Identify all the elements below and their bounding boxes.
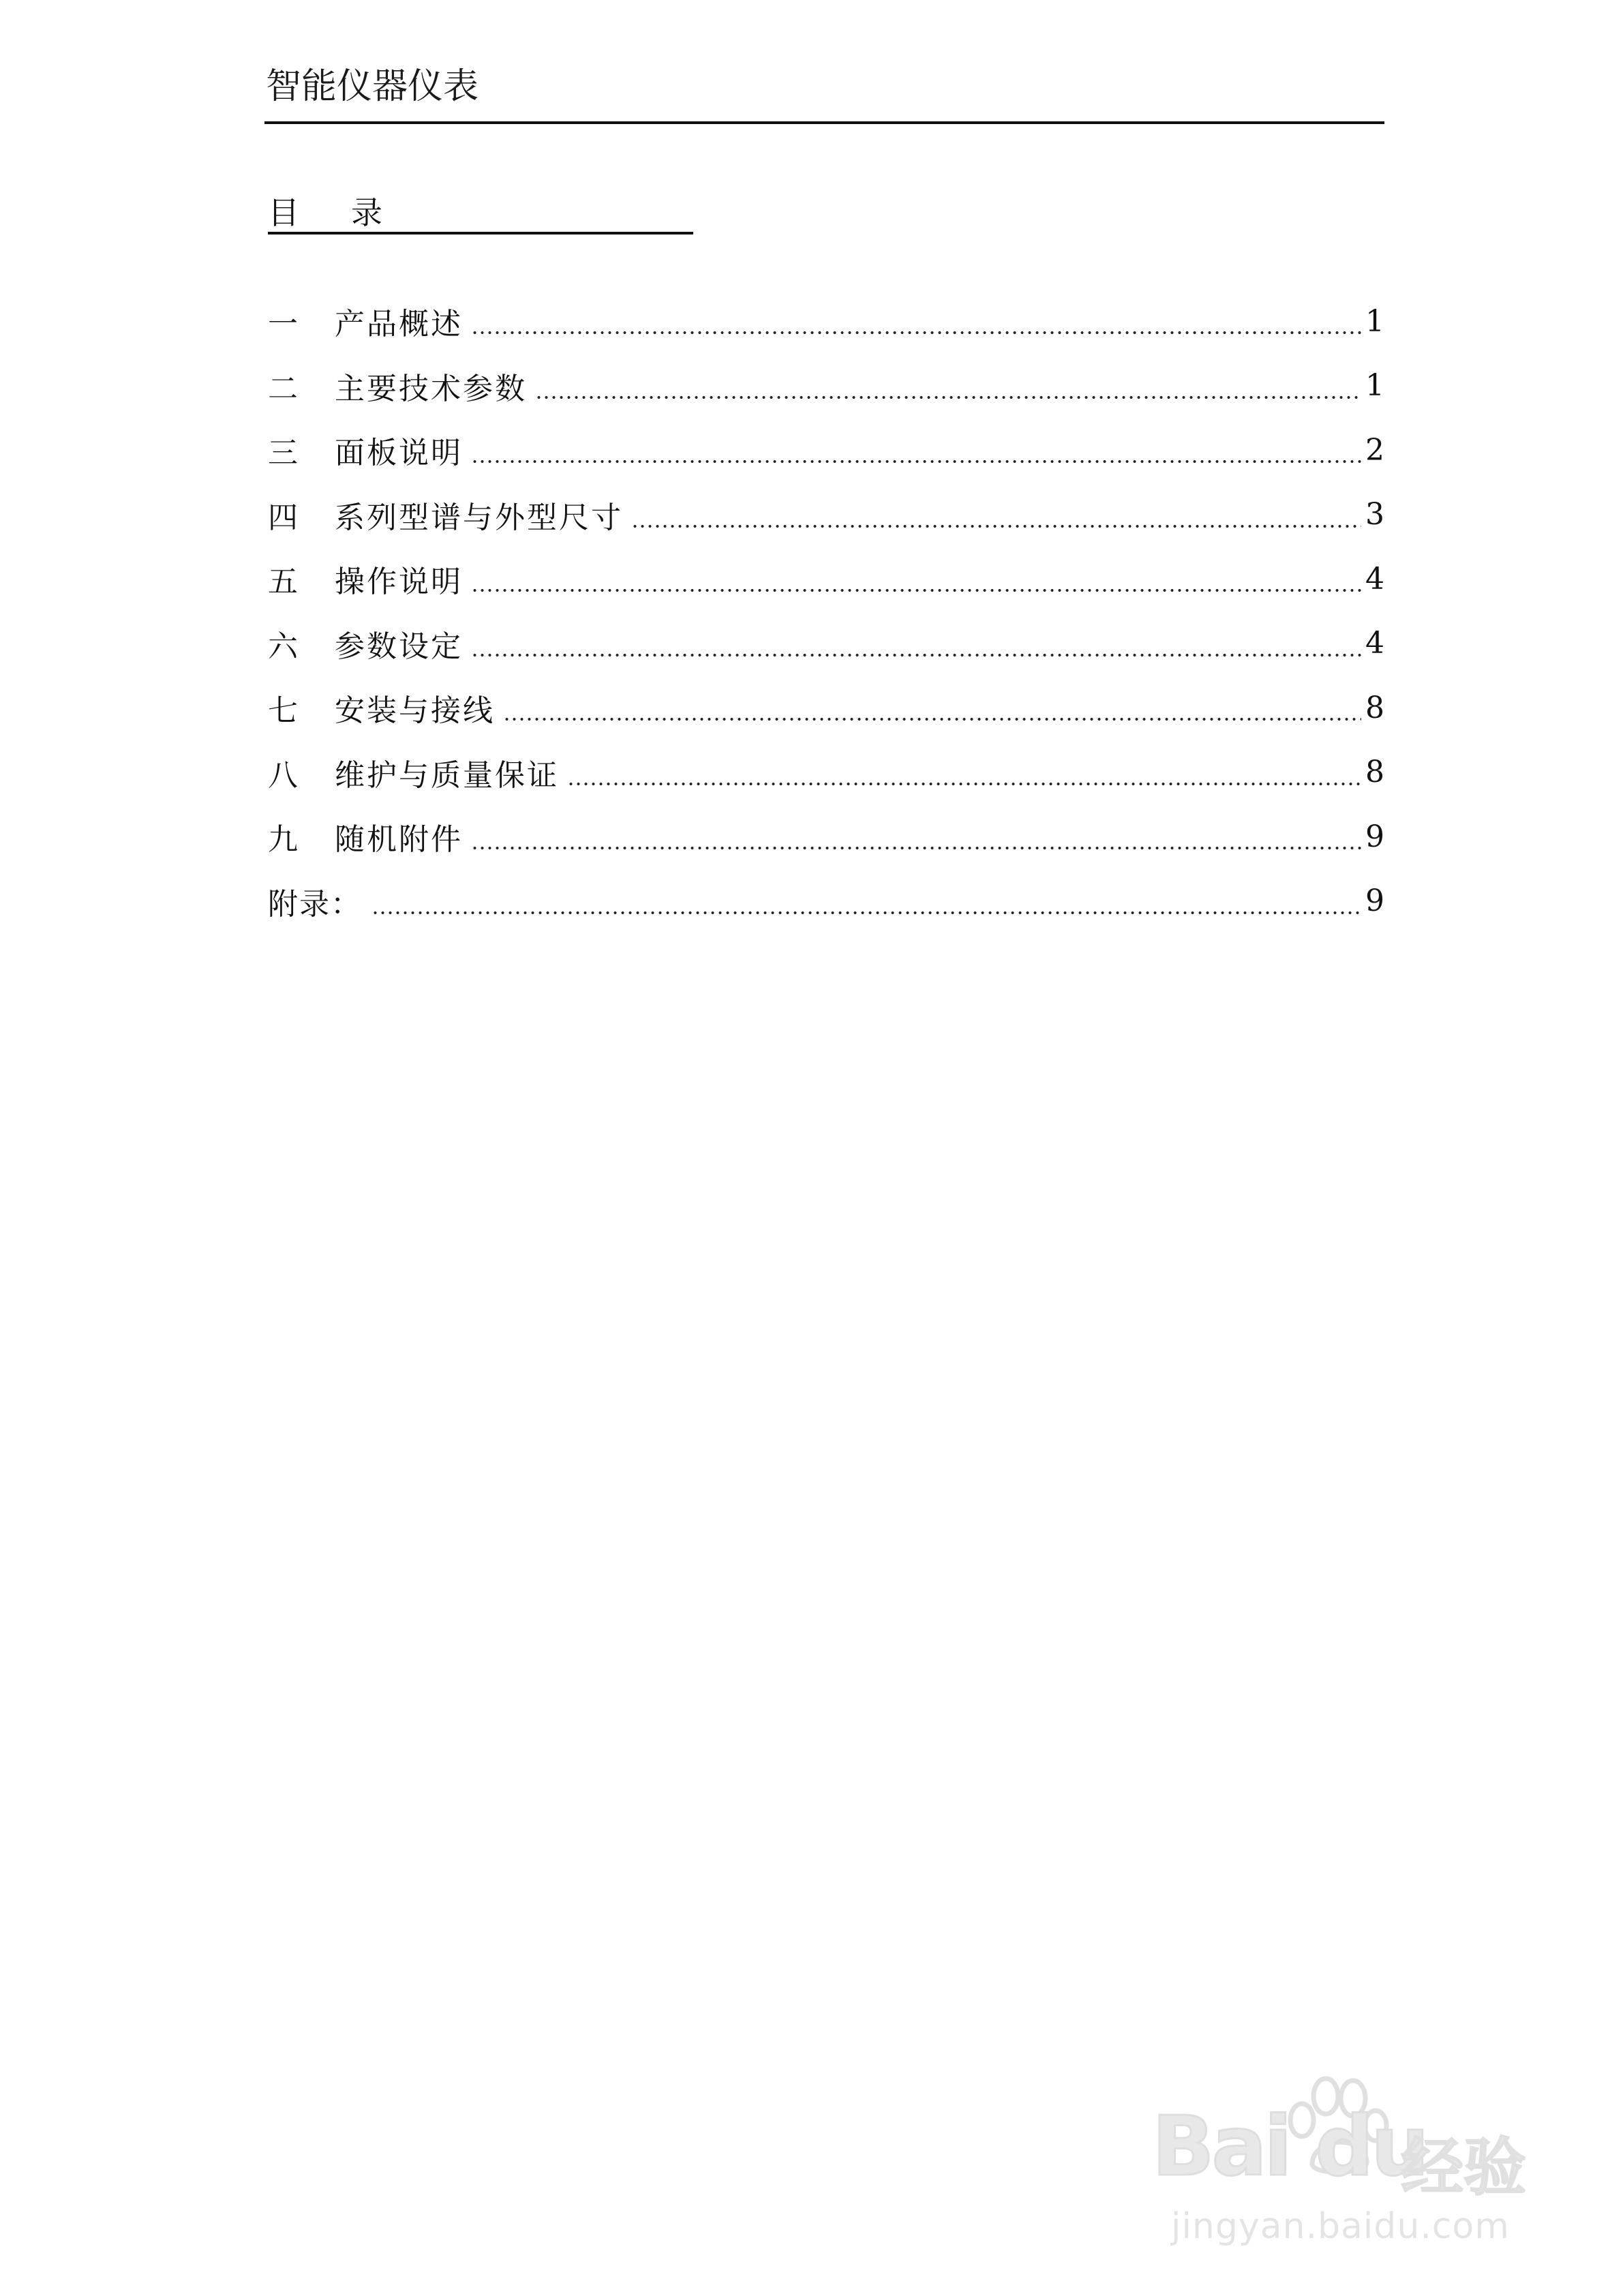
watermark-logo-cn: 经验: [1401, 2131, 1527, 2204]
page-header-title: 智能仪器仪表: [266, 66, 479, 107]
toc-entry-label: 附录：: [268, 886, 362, 922]
toc-entry-number: 六: [268, 629, 298, 664]
toc-entry-page: 4: [1365, 561, 1384, 596]
header-divider: [264, 121, 1384, 124]
toc-entry-label: 系列型谱与外型尺寸: [335, 500, 623, 535]
watermark-url: jingyan.baidu.com: [1171, 2206, 1510, 2247]
toc-entry-label: 安装与接线: [335, 693, 495, 729]
toc-entry[interactable]: [268, 740, 1384, 805]
toc-entry-label: 随机附件: [335, 822, 463, 858]
table-of-contents: [268, 289, 1384, 933]
toc-entry-page: 4: [1365, 626, 1384, 661]
toc-entry-number: 九: [268, 822, 298, 858]
toc-entry[interactable]: [268, 611, 1384, 676]
toc-entry-number: 八: [268, 757, 298, 793]
toc-title: 目录: [268, 194, 434, 231]
toc-entry-page: 8: [1365, 690, 1384, 725]
watermark-logo-text: Bai du: [1152, 2100, 1427, 2194]
toc-dot-leader: [503, 693, 1361, 723]
toc-dot-leader: [535, 371, 1361, 401]
toc-entry-number: 七: [268, 693, 298, 729]
toc-entry-number: 二: [268, 371, 298, 406]
toc-entry[interactable]: [268, 289, 1384, 354]
toc-dot-leader: [471, 306, 1361, 336]
toc-entry[interactable]: [268, 547, 1384, 611]
toc-entry-number: 三: [268, 436, 298, 471]
toc-entry-label: 面板说明: [335, 436, 463, 471]
toc-dot-leader: [471, 821, 1361, 851]
toc-entry[interactable]: [268, 354, 1384, 419]
toc-dot-leader: [371, 886, 1361, 916]
toc-dot-leader: [471, 564, 1361, 594]
toc-dot-leader: [471, 435, 1361, 465]
toc-entry-page: 2: [1365, 432, 1384, 468]
toc-entry[interactable]: [268, 483, 1384, 547]
toc-entry-page: 3: [1365, 497, 1384, 532]
toc-entry-label: 操作说明: [335, 564, 463, 600]
toc-entry-page: 1: [1365, 303, 1384, 339]
toc-entry-label: 参数设定: [335, 629, 463, 664]
toc-entry-page: 8: [1365, 755, 1384, 790]
baidu-jingyan-watermark: [1152, 2072, 1554, 2263]
toc-entry-label: 产品概述: [335, 307, 463, 342]
toc-entry-page: 1: [1365, 368, 1384, 404]
toc-entry-number: 四: [268, 500, 298, 535]
toc-entry-page: 9: [1365, 819, 1384, 854]
toc-dot-leader: [471, 629, 1361, 659]
toc-entry[interactable]: [268, 418, 1384, 483]
toc-entry-number: 五: [268, 564, 298, 600]
toc-dot-leader: [631, 500, 1361, 530]
toc-entry-label: 维护与质量保证: [335, 757, 559, 793]
toc-entry[interactable]: [268, 804, 1384, 869]
toc-entry-label: 主要技术参数: [335, 371, 527, 406]
toc-title-underline: [268, 232, 693, 235]
toc-entry[interactable]: [268, 676, 1384, 740]
toc-entry-appendix[interactable]: [268, 869, 1384, 934]
toc-entry-number: 一: [268, 307, 298, 342]
toc-entry-page: 9: [1365, 883, 1384, 919]
toc-dot-leader: [567, 757, 1361, 787]
